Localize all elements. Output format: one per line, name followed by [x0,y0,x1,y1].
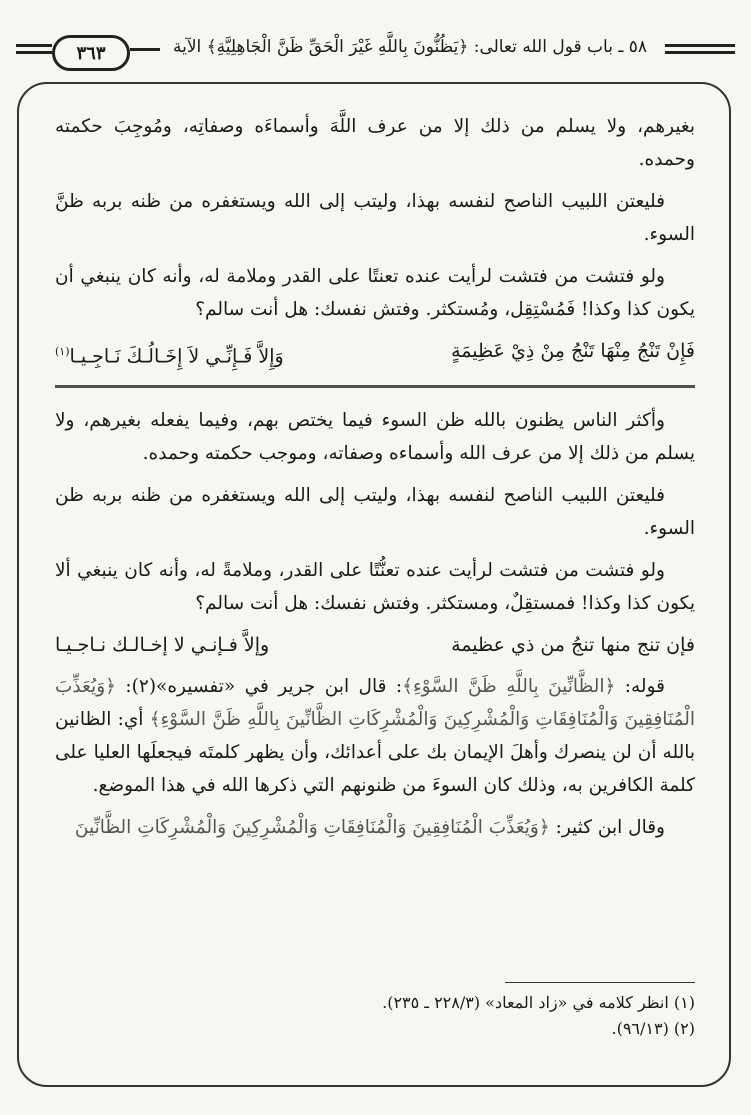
header-rule [130,48,160,51]
header-rule [665,51,735,54]
footnote: (٢) (٩٦/١٣). [611,1019,695,1038]
poetry-verse [55,335,695,373]
header-rule [16,44,52,47]
poetry-verse [55,629,695,662]
paragraph: ولو فتشت من فتشت لرأيت عنده تعنتًا على القدر وملامة له، وأنه كان ينبغي أن يكون كذا وكذا! فَمُسْتِقِل، ومُستكثر. وفتش نفسك: هل أنت سالم؟ [55,266,695,320]
quran-quote: ﴿وَيُعَذِّبَ الْمُنَافِقِينَ وَالْمُنَافِقَاتِ وَالْمُشْرِكِينَ وَالْمُشْرِكَاتِ الظَّانِّينَ بِاللَّهِ ظَنَّ السَّوْءِ﴾ [55,676,695,731]
page-header [0,0,751,80]
page-content [55,110,695,853]
page-number: ٣٦٣ [52,35,130,71]
paragraph: ولو فتشت من فتشت لرأيت عنده تعنُّتًا على القدر، وملامةً له، وأنه كان ينبغي ألا يكون كذا وكذا! فمستقِلٌ، ومستكثر. وفتش نفسك: هل أنت سالم؟ [55,560,695,615]
quran-quote: ﴿الظَّانِّينَ بِاللَّهِ ظَنَّ السَّوْءِ﴾ [402,676,616,698]
paragraph: فليعتن اللبيب الناصح لنفسه بهذا، وليتب إلى الله ويستغفره من ظنه بربه ظنَّ السوء. [55,191,695,245]
verse-hemistich-left [55,335,284,373]
paragraph: بغيرهم، ولا يسلم من ذلك إلا من عرف اللَّهَ وأسماءَه وصفاتِه، ومُوجِبَ حكمته وحمده. [55,116,695,170]
paragraph [55,670,695,802]
footnote-rule [505,982,695,983]
header-rule [16,51,52,54]
quran-quote: ﴿وَيُعَذِّبَ الْمُنَافِقِينَ وَالْمُنَافِقَاتِ وَالْمُشْرِكِينَ وَالْمُشْرِكَاتِ الظَّانِّينَ [74,817,550,839]
paragraph: فليعتن اللبيب الناصح لنفسه بهذا، وليتب إلى الله ويستغفره من ظنه بربه ظن السوء. [55,485,695,540]
verse-hemistich-right: فَإِنْ تَنْجُ مِنْهَا تَنْجُ مِنْ ذِيْ عَظِيمَةٍ [451,340,695,362]
commentary-lead: وقال ابن كثير: [549,817,665,839]
commentary-text: : قال ابن جرير في «تفسيره»(٢): [115,676,403,698]
verse-text: وَإِلاَّ فَـإِنِّـي لاَ إِخَـالُـكَ نَـاجِـيـا [69,345,284,368]
footnote-ref: (١) [55,345,70,358]
chapter-title: ٥٨ ـ باب قول الله تعالى: ﴿يَظُنُّونَ بِاللَّهِ غَيْرَ الْحَقِّ ظَنَّ الْجَاهِلِيَّةِ﴾ الآية [172,37,647,57]
commentary-lead: قوله: [615,676,665,698]
footnote: (١) انظر كلامه في «زاد المعاد» (٢٢٨/٣ ـ ٢٣٥). [382,993,695,1012]
footnotes [55,990,695,1042]
paragraph [55,811,695,844]
header-rule [665,44,735,47]
commentary-text: أي: الظانين بالله أن لن ينصرك وأهلَ الإيمان بك على أعدائك، وأن يظهر كلمتَه فيجعلَها العليا على كلمة الكافرين به، وذلك كان السوءَ من ظنونهم التي ذكرها الله في هذا الموضع. [55,709,695,797]
verse-hemistich-right: فإن تنج منها تنجُ من ذي عظيمة [451,634,695,657]
section-divider [55,385,695,388]
paragraph: وأكثر الناس يظنون بالله ظن السوء فيما يختص بهم، وفيما يفعله بغيرهم، ولا يسلم من ذلك إلا من عرف الله وأسماءه وصفاته، وموجب حكمته وحمده. [55,410,695,465]
verse-hemistich-left: وإلاَّ فـإنـي لا إخـالـك نـاجـيـا [55,634,270,657]
